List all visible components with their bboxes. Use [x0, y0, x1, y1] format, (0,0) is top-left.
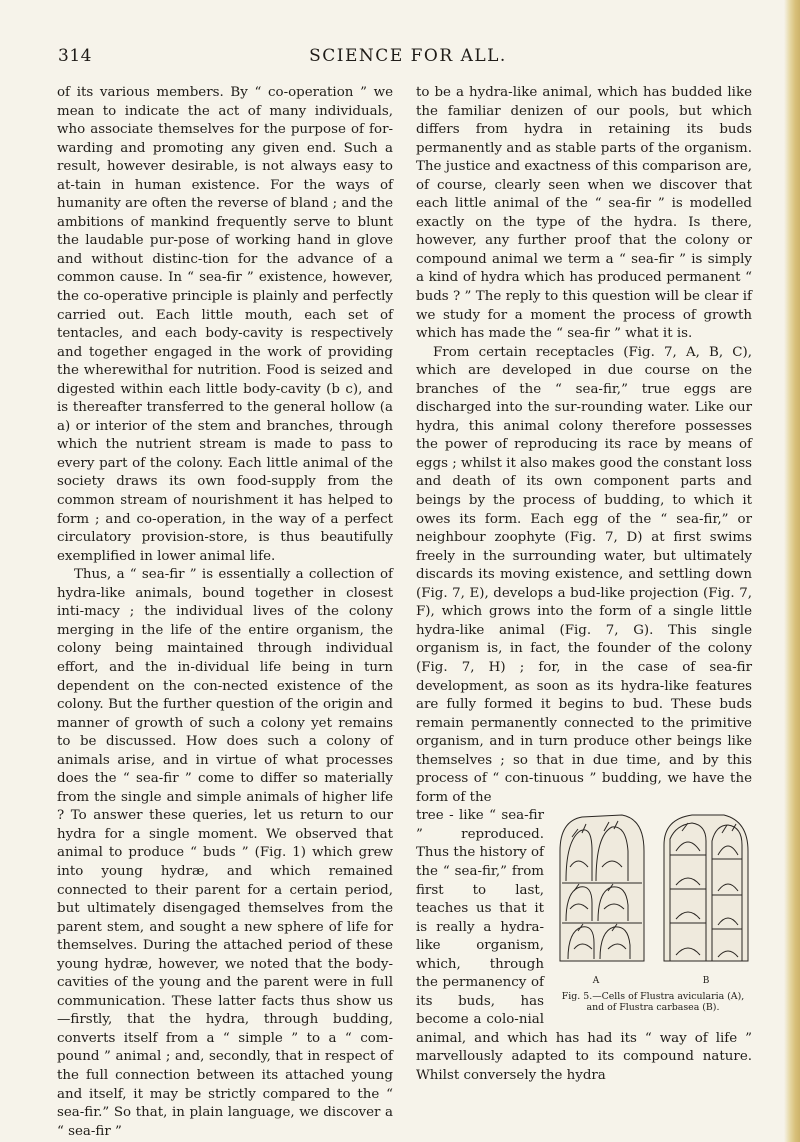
page-header: [58, 46, 758, 68]
figure-label-b: B: [702, 976, 710, 987]
page-number: 314: [58, 46, 92, 66]
page-edge: [784, 0, 800, 1142]
right-paragraph-2-continued: tree - like “ sea-fir ” reproduced. Thus the history of the “ sea-fir,” from first to last, teaches us that it is really a hydra-like organism, which, through the permanency of its buds, has become a colo-nial animal, and which has had its “ way of life ” marvellously adapted to its compound nature. Whilst conversely the hydra: [416, 808, 752, 1083]
right-paragraph-2: From certain receptacles (Fig. 7, A, B, C), which are developed in due course on the branches of the “ sea-fir,” true eggs are discharged into the sur-rounding water. Like our hydra, this animal colony therefore possesses the power of reproducing its race by means of eggs ; whilst it also makes good the constant loss and death of its own component parts and beings by the process of budding, to which it owes its form. Each egg of the “ sea-fir,” or neighbour zoophyte (Fig. 7, D) at first swims freely in the surrounding water, but ultimately discards its moving existence, and settling down (Fig. 7, E), develops a bud-like projection (Fig. 7, F), which grows into the form of a single little hydra-like animal (Fig. 7, G). This single organism is, in fact, the founder of the colony (Fig. 7, H) ; for, in the case of sea-fir development, as soon as its hydra-like features are fully formed it begins to bud. These buds remain permanently connected to the primitive organism, and in turn produce other beings like themselves ; so that in due time, and by this process of “ con-tinuous ” budding, we have the form of the: [416, 344, 752, 805]
panel-a-cells: [560, 815, 644, 961]
figure-5: [552, 811, 754, 1013]
left-paragraph-1: of its various members. By “ co-operation ” we mean to indicate the act of many individuals, who associate themselves for the purpose of for-warding and promoting any given end. Such a result, however desirable, is not always easy to at-tain in human existence. For the ways of humanity are often the reverse of bland ; and the ambitions of mankind frequently serve to blunt the laudable pur-pose of working hand in glove and without distinc-tion for the advance of a common cause. In “ sea-fir ” existence, however, the co-operative principle is plainly and perfectly carried out. Each little mouth, each set of tentacles, and each body-cavity is respectively and together engaged in the work of providing the wherewithal for nutrition. Food is seized and digested within each little body-cavity (b c), and is thereafter transferred to the general hollow (a a) or interior of the stem and branches, through which the nutrient stream is made to pass to every part of the colony. Each little animal of the society draws its own food-supply from the common stream of nourishment it has helped to form ; and co-operation, in the way of a perfect circulatory provision-store, is thus beautifully exemplified in lower animal life.: [57, 85, 393, 564]
left-column: [57, 84, 393, 1141]
running-title: SCIENCE FOR ALL.: [309, 46, 507, 66]
left-paragraph-2: Thus, a “ sea-fir ” is essentially a collection of hydra-like animals, bound together in closest inti-macy ; the individual lives of the colony merging in the life of the entire organism, the colony being maintained through individual effort, and the in-dividual life being in turn dependent on the con-nected existence of the colony. But the further question of the origin and manner of growth of such a colony yet remains to be discussed. How does such a colony of animals arise, and in virtue of what processes does the “ sea-fir ” come to differ so materially from the single and simple animals of higher life ? To answer these queries, let us return to our hydra for a single moment. We observed that animal to produce “ buds ” (Fig. 1) which grew into young hydræ, and which remained connected to their parent for a certain period, but ultimately disengaged themselves from the parent stem, and sought a new sphere of life for themselves. During the attached period of these young hydræ, however, we noted that the body-cavities of the young and the parent were in full communication. These latter facts thus show us—firstly, that the hydra, through budding, converts itself from a “ simple ” to a “ com-pound ” animal ; and, secondly, that in respect of the full connection between its attached young and itself, it may be strictly compared to the “ sea-fir.” So that, in plain language, we discover a “ sea-fir ”: [57, 567, 393, 1139]
flustra-cells-illustration: [552, 811, 754, 989]
figure-caption: Fig. 5.—Cells of Flustra avicularia (A), and of Flustra carbasea (B).: [561, 991, 745, 1014]
figure-label-a: A: [592, 976, 600, 987]
right-column: [416, 84, 752, 1086]
panel-b-cells: [664, 815, 748, 961]
right-paragraph-1: to be a hydra-like animal, which has budded like the familiar denizen of our pools, but which differs from hydra in retaining its buds permanently and as stable parts of the organism. The justice and exactness of this comparison are, of course, clearly seen when we discover that each little animal of the “ sea-fir ” is modelled exactly on the type of the hydra. Is there, however, any further proof that the colony or compound animal we term a “ sea-fir ” is simply a kind of hydra which has produced permanent “ buds ? ” The reply to this question will be clear if we study for a moment the process of growth which has made the “ sea-fir ” what it is.: [416, 85, 752, 342]
